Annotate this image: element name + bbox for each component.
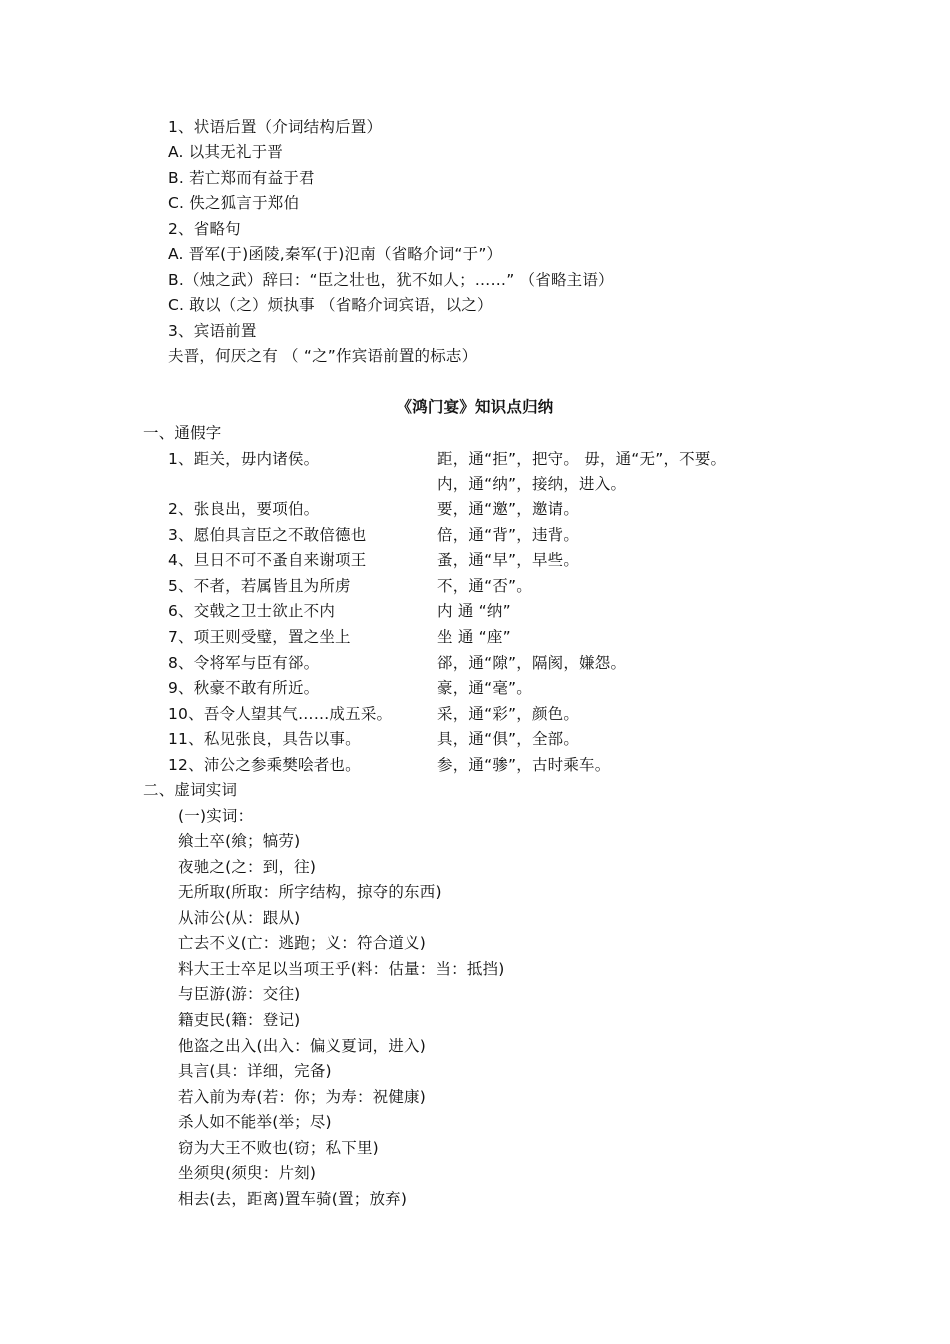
example-c2: C. 敢以（之）烦执事 （省略介词宾语，以之） — [168, 296, 493, 314]
list-item-right: 距，通“拒”，把守。 毋，通“无”，不要。 — [437, 450, 727, 468]
list-item: 坐须臾(须臾：片刻) — [178, 1164, 317, 1182]
list-item-right: 倍，通“背”，违背。 — [437, 526, 580, 544]
list-item-right: 内，通“纳”，接纳，进入。 — [437, 475, 627, 493]
list-item: 亡去不义(亡：逃跑；义：符合道义) — [178, 934, 426, 952]
example-a: A. 以其无礼于晋 — [168, 143, 283, 161]
list-item-left: 1、距关，毋内诸侯。 — [168, 450, 320, 468]
list-item: 具言(具：详细，完备) — [178, 1062, 332, 1080]
list-item-right: 郤，通“隙”，隔阂，嫌怨。 — [437, 654, 627, 672]
list-item: 料大王士卒足以当项王乎(料：估量：当：抵挡) — [178, 960, 505, 978]
list-item: 无所取(所取：所字结构，掠夺的东西) — [178, 883, 442, 901]
list-item-right: 内 通 “纳” — [437, 602, 511, 620]
list-item-left: 7、项王则受璧，置之坐上 — [168, 628, 351, 646]
list-item-left: 2、张良出，要项伯。 — [168, 500, 320, 518]
list-item-left: 4、旦日不可不蚤自来谢项王 — [168, 551, 367, 569]
list-item-right: 蚤，通“早”，早些。 — [437, 551, 580, 569]
list-item-left: 8、令将军与臣有郤。 — [168, 654, 320, 672]
section-heading-xuci-shici: 二、虚词实词 — [143, 781, 238, 799]
list-item-right: 具，通“俱”，全部。 — [437, 730, 580, 748]
list-item-left: 3、愿伯具言臣之不敢倍德也 — [168, 526, 367, 544]
list-item-right: 参，通“骖”，古时乘车。 — [437, 756, 611, 774]
list-item-right: 采，通“彩”，颜色。 — [437, 705, 580, 723]
list-item: 飨土卒(飨；犒劳) — [178, 832, 301, 850]
heading-object-preposing: 3、宾语前置 — [168, 322, 257, 340]
heading-ellipsis: 2、省略句 — [168, 220, 241, 238]
list-item-left: 10、吾令人望其气……成五采。 — [168, 705, 393, 723]
list-item-left: 6、交戟之卫士欲止不内 — [168, 602, 336, 620]
list-item-right: 要，通“邀”，邀请。 — [437, 500, 580, 518]
list-item: 杀人如不能举(举；尽) — [178, 1113, 332, 1131]
list-item: 窃为大王不败也(窃；私下里) — [178, 1139, 379, 1157]
example-b2: B.（烛之武）辞曰：“臣之壮也，犹不如人；……” （省略主语） — [168, 271, 614, 289]
list-item-right: 豪，通“毫”。 — [437, 679, 532, 697]
heading-adverbial-postposition: 1、状语后置（介词结构后置） — [168, 118, 383, 136]
subsection-heading-shici: (一)实词： — [178, 807, 254, 825]
example-c: C. 佚之狐言于郑伯 — [168, 194, 300, 212]
list-item: 籍吏民(籍：登记) — [178, 1011, 301, 1029]
list-item-left: 9、秋豪不敢有所近。 — [168, 679, 320, 697]
list-item-right: 不，通“否”。 — [437, 577, 532, 595]
list-item: 若入前为寿(若：你；为寿：祝健康) — [178, 1088, 426, 1106]
list-item: 从沛公(从：跟从) — [178, 909, 301, 927]
section-heading-tongjiazi: 一、通假字 — [143, 424, 222, 442]
list-item: 与臣游(游：交往) — [178, 985, 301, 1003]
example-a2: A. 晋军(于)函陵,秦军(于)氾南（省略介词“于”） — [168, 245, 503, 263]
page-title: 《鸿门宴》知识点归纳 — [396, 398, 554, 416]
example-b: B. 若亡郑而有益于君 — [168, 169, 315, 187]
list-item: 他盗之出入(出入：偏义夏词，进入) — [178, 1037, 426, 1055]
list-item-left: 5、不者，若属皆且为所虏 — [168, 577, 351, 595]
list-item-right: 坐 通 “座” — [437, 628, 511, 646]
list-item-left: 11、私见张良，具告以事。 — [168, 730, 361, 748]
list-item: 夜驰之(之：到，往) — [178, 858, 317, 876]
list-item: 相去(去，距离)置车骑(置；放弃) — [178, 1190, 408, 1208]
example-d3: 夫晋，何厌之有 （ “之”作宾语前置的标志） — [168, 347, 478, 365]
list-item-left: 12、沛公之参乘樊哙者也。 — [168, 756, 361, 774]
